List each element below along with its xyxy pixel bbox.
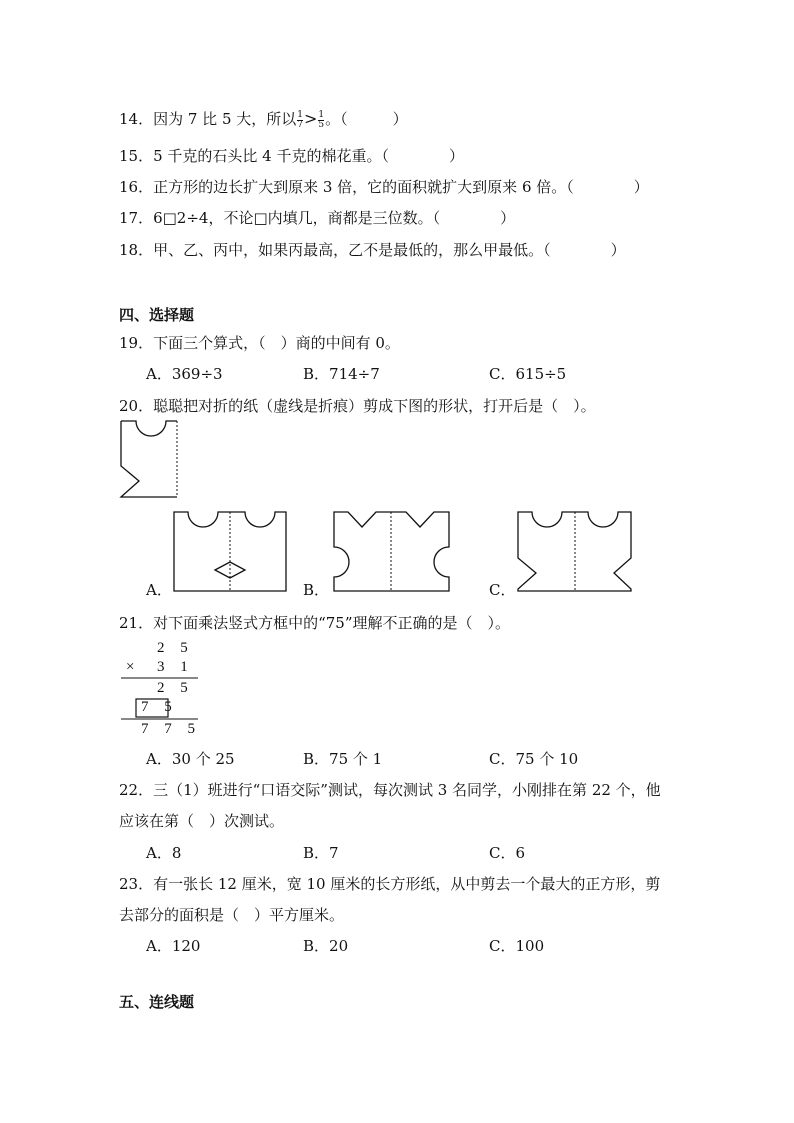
option-c-shape [518,512,631,591]
question-number: 17． [119,209,154,227]
option-b[interactable]: B．75 个 1 [303,750,383,768]
fraction-one-seventh: $\frac{1}{7}$ [297,109,303,130]
question-text: 因为 7 比 5 大，所以 [153,110,297,128]
question-text: 甲、乙、丙中，如果丙最高，乙不是最低的，那么甲最低。（ ） [153,241,626,259]
option-a[interactable]: A．8 [146,844,182,862]
option-a[interactable]: A．30 个 25 [146,750,235,768]
question-number: 16． [119,178,154,196]
option-c[interactable]: C．100 [489,937,545,955]
option-b[interactable]: B． [303,581,330,599]
partial-product-1: 2 5 [157,680,194,696]
final-product: 7 7 5 [141,721,201,737]
option-a-shape [174,512,286,591]
option-b-shape [334,512,449,591]
question-21-stem: 21．对下面乘法竖式方框中的“75”理解不正确的是（ ）。 [119,614,511,632]
option-c[interactable]: C．615÷5 [489,365,567,383]
question-text: 5 千克的石头比 4 千克的棉花重。（ ） [153,147,464,165]
question-text: 6□2÷4，不论□内填几，商都是三位数。（ ） [153,209,516,227]
multiplicand: 2 5 [157,640,194,656]
question-23-stem-line2: 去部分的面积是（ ）平方厘米。 [119,906,345,924]
multiplier: 3 1 [157,659,194,675]
fraction-one-fifth: $\frac{1}{5}$ [318,109,325,130]
section-heading-matching: 五、连线题 [119,993,195,1011]
option-b[interactable]: B．714÷7 [303,365,380,383]
question-number: 14． [119,110,154,128]
option-b[interactable]: B．20 [303,937,349,955]
greater-than-sign: > [304,109,318,128]
question-text: 正方形的边长扩大到原来 3 倍，它的面积就扩大到原来 6 倍。（ ） [153,178,649,196]
question-number: 15． [119,147,154,165]
option-c[interactable]: C．75 个 10 [489,750,579,768]
section-heading-choice: 四、选择题 [119,306,195,324]
option-b[interactable]: B．7 [303,844,339,862]
question-22-stem-line2: 应该在第（ ）次测试。 [119,812,285,830]
multiply-sign: × [126,659,141,675]
option-a[interactable]: A．120 [146,937,201,955]
option-c[interactable]: C．6 [489,844,526,862]
partial-product-2: 7 5 [141,699,178,715]
question-19-stem: 19．下面三个算式，（ ）商的中间有 0。 [119,334,400,352]
option-c[interactable]: C． [489,581,516,599]
folded-paper-outline [121,421,177,497]
answer-blank: 。（ ） [325,110,408,128]
question-22-stem-line1: 22．三（1）班进行“口语交际”测试，每次测试 3 名同学，小刚排在第 22 个，他 [119,781,661,799]
option-a[interactable]: A． [146,581,172,599]
question-20-stem: 20．聪聪把对折的纸（虚线是折痕）剪成下图的形状，打开后是（ ）。 [119,397,596,415]
question-number: 18． [119,241,154,259]
question-23-stem-line1: 23．有一张长 12 厘米，宽 10 厘米的长方形纸，从中剪去一个最大的正方形，剪 [119,875,661,893]
option-a[interactable]: A．369÷3 [146,365,223,383]
